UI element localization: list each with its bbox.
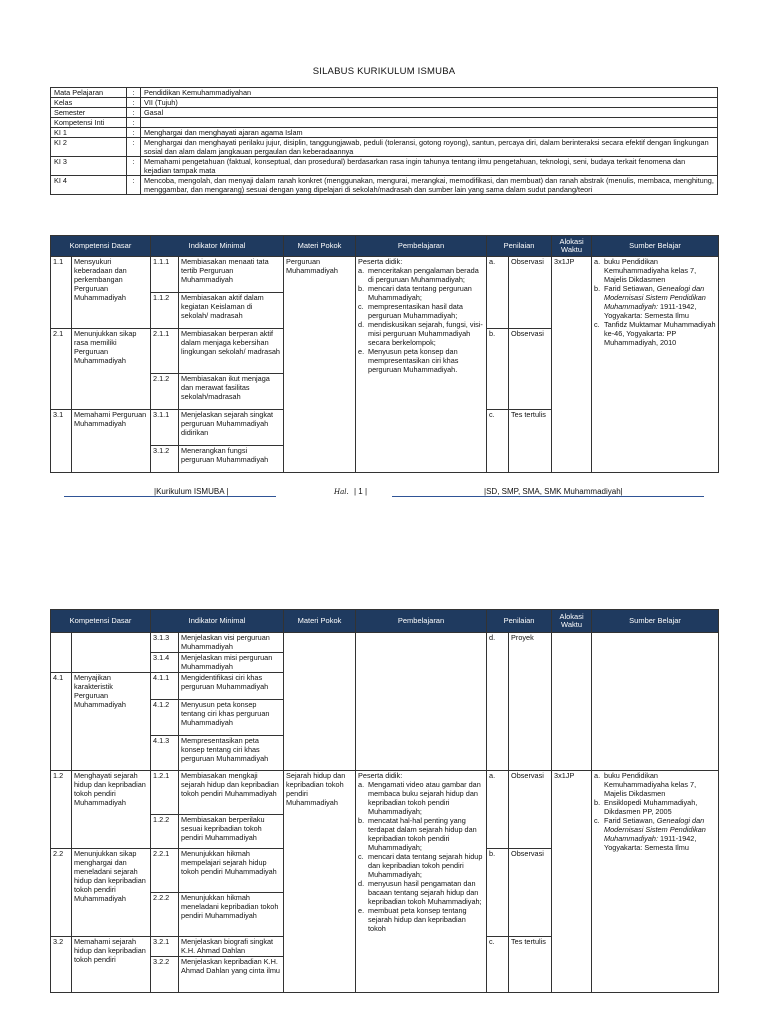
alokasi-waktu: 3x1JP (552, 771, 592, 993)
header-pembelajaran: Pembelajaran (356, 236, 487, 257)
materi-pokok: Sejarah hidup dan kepribadian tokoh pendiri Muhammadiyah (284, 771, 356, 993)
pembelajaran-text (368, 284, 484, 302)
info-row (51, 118, 718, 128)
pembelajaran-letter: b. (358, 816, 365, 825)
sumber-text-italic: Genealogi dan Modernisasi Sistem Pendidikan Muhammadiyah: (604, 284, 706, 311)
sumber-belajar (592, 771, 719, 993)
info-label: KI 3 (51, 157, 127, 176)
kd-code: 1.2 (51, 771, 72, 849)
info-row (51, 128, 718, 138)
ind-code: 3.2.2 (151, 957, 179, 993)
pembelajaran-text-main: membuat peta konsep tentang sejarah hidup dan kepribadian tokoh (368, 906, 467, 933)
kd-text: Mensyukuri keberadaan dan perkembangan Perguruan Muhammadiyah (72, 257, 151, 329)
pembelajaran-item (358, 879, 484, 906)
pembelajaran-item (358, 302, 484, 320)
ind-code: 4.1.2 (151, 700, 179, 736)
pembelajaran-letter: a. (358, 780, 365, 789)
pembelajaran-text (368, 320, 484, 347)
penilaian-letter: b. (487, 849, 509, 937)
pembelajaran-letter: e. (358, 347, 365, 356)
table-header-row (51, 610, 719, 633)
sumber-text (604, 284, 716, 320)
sumber-item (594, 257, 716, 284)
pembelajaran-text (368, 852, 484, 879)
sumber-text-main: Ensiklopedi Muhammadiyah, Dikdasmen PP, 2005 (604, 798, 698, 816)
penilaian-letter: c. (487, 410, 509, 473)
pembelajaran-item (358, 852, 484, 879)
info-table (50, 87, 718, 195)
penilaian-text: Observasi (509, 257, 552, 329)
info-row (51, 157, 718, 176)
pembelajaran-text-main: mencari data tentang perguruan Muhammadiyah; (368, 284, 472, 302)
ind-text: Menjelaskan sejarah singkat perguruan Muhammadiyah didirikan (179, 410, 284, 446)
syllabus-table-1 (50, 235, 719, 473)
kd-text: Menunjukkan sikap rasa memiliki Perguruan Muhammadiyah (72, 329, 151, 410)
sumber-text-main: buku Pendidikan Kemuhammadiyaha kelas 7, Majelis Dikdasmen (604, 771, 697, 798)
header-materi-pokok: Materi Pokok (284, 610, 356, 633)
sumber-text (604, 320, 716, 347)
header-penilaian: Penilaian (487, 236, 552, 257)
pembelajaran-item (358, 320, 484, 347)
pembelajaran-text-main: menceritakan pengalaman berada di perguruan Muhammadiyah; (368, 266, 479, 284)
header-alokasi-waktu: Alokasi Waktu (552, 236, 592, 257)
info-label: Mata Pelajaran (51, 88, 127, 98)
pembelajaran-item (358, 906, 484, 933)
syllabus-table-2 (50, 609, 719, 993)
info-value: Mencoba, mengolah, dan menyaji dalam ranah konkret (menggunakan, mengurai, merangkai, memodifikasi, dan membuat) dan ranah abstrak (menulis, membaca, menghitung, menggambar, dan mengarang) sesuai dengan yang dipelajari di sekolah/madrasah dan sumber lain yang sama dalam sudut pandang/teori (141, 176, 718, 195)
pembelajaran-text (368, 906, 484, 933)
info-label: Semester (51, 108, 127, 118)
penilaian-text: Observasi (509, 849, 552, 937)
footer-rule-left (64, 496, 276, 497)
pembelajaran-text (368, 347, 484, 374)
table-header-row (51, 236, 719, 257)
sumber-text (604, 816, 716, 852)
sumber-text-italic: Genealogi dan Modernisasi Sistem Pendidikan Muhammadiyah: (604, 816, 706, 843)
kd-text: Menyajikan karakteristik Perguruan Muhammadiyah (72, 673, 151, 771)
ind-code: 1.2.1 (151, 771, 179, 815)
info-label: KI 4 (51, 176, 127, 195)
sumber-text-main: Farid Setiawan, (604, 284, 655, 293)
pembelajaran-letter: d. (358, 879, 365, 888)
ind-code: 3.1.4 (151, 653, 179, 673)
pembelajaran-text-main: Menyusun peta konsep dan mempresentasikan ciri khas perguruan Muhammadiyah. (368, 347, 459, 374)
pembelajaran (356, 633, 487, 771)
pembelajaran (356, 771, 487, 993)
header-sumber-belajar: Sumber Belajar (592, 610, 719, 633)
sumber-letter: a. (594, 771, 601, 780)
kd-text: Memahami sejarah hidup dan kepribadian tokoh pendiri (72, 937, 151, 993)
sumber-text-main: buku Pendidikan Kemuhammadiyaha kelas 7, Majelis Dikdasmen (604, 257, 697, 284)
sumber-text (604, 798, 716, 816)
header-kompetensi-dasar: Kompetensi Dasar (51, 610, 151, 633)
sumber-letter: b. (594, 284, 601, 293)
kd-code: 4.1 (51, 673, 72, 771)
penilaian-letter: b. (487, 329, 509, 410)
info-row (51, 176, 718, 195)
ind-text: Menunjukkan hikmah mempelajari sejarah hidup tokoh pendiri Muhammadiyah (179, 849, 284, 893)
info-sep: : (127, 138, 141, 157)
kd-code: 2.2 (51, 849, 72, 937)
footer-page-number: | 1 | (354, 487, 368, 496)
pembelajaran-text (368, 266, 484, 284)
pembelajaran-text-main: mempresentasikan hasil data perguruan Muhammadiyah; (368, 302, 463, 320)
sumber-letter: c. (594, 320, 600, 329)
pembelajaran-item (358, 780, 484, 816)
penilaian-text: Proyek (509, 633, 552, 771)
sumber-letter: b. (594, 798, 601, 807)
header-pembelajaran: Pembelajaran (356, 610, 487, 633)
ind-text: Membiasakan berperilaku sesuai kepribadian tokoh pendiri Muhammadiyah (179, 815, 284, 849)
info-value: Memahami pengetahuan (faktual, konseptual, dan prosedural) berdasarkan rasa ingin tahunya tentang ilmu pengetahuan, teknologi, seni, budaya terkait fenomena dan kejadian tampak mata (141, 157, 718, 176)
kd-code (51, 633, 72, 673)
info-value: Pendidikan Kemuhammadiyahan (141, 88, 718, 98)
info-value: Menghargai dan menghayati ajaran agama Islam (141, 128, 718, 138)
info-row (51, 138, 718, 157)
kd-code: 2.1 (51, 329, 72, 410)
info-value: Gasal (141, 108, 718, 118)
pembelajaran-intro: Peserta didik: (358, 771, 403, 780)
kd-text: Memahami Perguruan Muhammadiyah (72, 410, 151, 473)
alokasi-waktu: 3x1JP (552, 257, 592, 473)
info-value: Menghargai dan menghayati perilaku jujur, disiplin, tanggungjawab, peduli (toleransi, gotong royong), santun, percaya diri, dalam berinteraksi secara efektif dengan lingkungan sosial dan alam dalam jangkauan pergaulan dan keberadaannya (141, 138, 718, 157)
kd-text (72, 633, 151, 673)
info-row (51, 98, 718, 108)
header-materi-pokok: Materi Pokok (284, 236, 356, 257)
kd-text: Menunjukkan sikap menghargai dan meneladani sejarah hidup dan kepribadian tokoh pendiri Muhammadiyah (72, 849, 151, 937)
pembelajaran-letter: e. (358, 906, 365, 915)
sumber-text-rest: 1911-1942, Yogyakarta: Semesta Ilmu (604, 834, 697, 852)
sumber-item (594, 798, 716, 816)
info-label: Kompetensi Inti (51, 118, 127, 128)
kd-code: 1.1 (51, 257, 72, 329)
ind-code: 3.1.1 (151, 410, 179, 446)
materi-pokok (284, 633, 356, 771)
pembelajaran-text-main: Mengamati video atau gambar dan membaca buku sejarah hidup dan kepribadian tokoh pendiri Muhammadiyah; (368, 780, 481, 816)
penilaian-text: Observasi (509, 771, 552, 849)
pembelajaran-text-main: mencari data tentang sejarah hidup dan kepribadian tokoh pendiri Muhammadiyah; (368, 852, 483, 879)
sumber-item (594, 771, 716, 798)
table-row (51, 257, 719, 293)
info-sep: : (127, 118, 141, 128)
pembelajaran-text-main: mencatat hal-hal penting yang terdapat dalam sejarah hidup dan kepribadian tokoh pendiri Muhammadiyah; (368, 816, 477, 852)
info-sep: : (127, 128, 141, 138)
penilaian-text: Tes tertulis (509, 937, 552, 993)
ind-code: 4.1.3 (151, 736, 179, 771)
info-label: KI 2 (51, 138, 127, 157)
pembelajaran-item (358, 347, 484, 374)
ind-code: 3.1.2 (151, 446, 179, 473)
table-row (51, 633, 719, 653)
penilaian-letter: a. (487, 257, 509, 329)
penilaian-letter: c. (487, 937, 509, 993)
sumber-text (604, 257, 716, 284)
ind-code: 3.1.3 (151, 633, 179, 653)
sumber-text-main: Farid Setiawan, (604, 816, 655, 825)
pembelajaran-item (358, 284, 484, 302)
ind-code: 2.2.1 (151, 849, 179, 893)
pembelajaran-text-main: mendiskusikan sejarah, fungsi, visi-misi perguruan Muhammadiyah secara berkelompok; (368, 320, 483, 347)
header-sumber-belajar: Sumber Belajar (592, 236, 719, 257)
ind-code: 2.1.2 (151, 374, 179, 410)
pembelajaran-letter: b. (358, 284, 365, 293)
info-row (51, 88, 718, 98)
info-label: KI 1 (51, 128, 127, 138)
ind-code: 3.2.1 (151, 937, 179, 957)
kd-code: 3.1 (51, 410, 72, 473)
ind-text: Menjelaskan misi perguruan Muhammadiyah (179, 653, 284, 673)
header-indikator-minimal: Indikator Minimal (151, 236, 284, 257)
info-sep: : (127, 88, 141, 98)
footer-page-prefix: Hal. (334, 488, 349, 496)
pembelajaran-letter: d. (358, 320, 365, 329)
penilaian-text: Tes tertulis (509, 410, 552, 473)
page-footer (64, 483, 704, 503)
header-alokasi-waktu: Alokasi Waktu (552, 610, 592, 633)
info-sep: : (127, 98, 141, 108)
pembelajaran-letter: c. (358, 302, 364, 311)
sumber-item (594, 816, 716, 852)
ind-code: 1.2.2 (151, 815, 179, 849)
pembelajaran (356, 257, 487, 473)
ind-text: Mengidentifikasi ciri khas perguruan Muhammadiyah (179, 673, 284, 700)
pembelajaran-item (358, 266, 484, 284)
table-row (51, 771, 719, 815)
sumber-item (594, 320, 716, 347)
alokasi-waktu (552, 633, 592, 771)
penilaian-letter: a. (487, 771, 509, 849)
pembelajaran-letter: c. (358, 852, 364, 861)
info-label: Kelas (51, 98, 127, 108)
pembelajaran-text (368, 302, 484, 320)
ind-text: Menerangkan fungsi perguruan Muhammadiyah (179, 446, 284, 473)
info-sep: : (127, 176, 141, 195)
header-indikator-minimal: Indikator Minimal (151, 610, 284, 633)
pembelajaran-item (358, 816, 484, 852)
ind-text: Membiasakan mengkaji sejarah hidup dan kepribadian tokoh pendiri Muhammadiyah (179, 771, 284, 815)
footer-left-text: |Kurikulum ISMUBA | (154, 487, 229, 496)
page-title: SILABUS KURIKULUM ISMUBA (312, 66, 456, 77)
ind-text: Membiasakan menaati tata tertib Perguruan Muhammadiyah (179, 257, 284, 293)
penilaian-text: Observasi (509, 329, 552, 410)
sumber-text-main: Tanfidz Muktamar Muhammadiyah ke-46, Yogyakarta: PP Muhammadiyah, 2010 (604, 320, 716, 347)
sumber-letter: c. (594, 816, 600, 825)
ind-code: 2.1.1 (151, 329, 179, 374)
materi-pokok: Perguruan Muhammadiyah (284, 257, 356, 473)
pembelajaran-text (368, 879, 484, 906)
ind-code: 4.1.1 (151, 673, 179, 700)
ind-text: Membiasakan aktif dalam kegiatan Keislaman di sekolah/ madrasah (179, 293, 284, 329)
sumber-letter: a. (594, 257, 601, 266)
pembelajaran-text-main: menyusun hasil pengamatan dan bacaan tentang sejarah hidup dan kepribadian tokoh Muhammadiyah; (368, 879, 482, 906)
ind-text: Menyusun peta konsep tentang ciri khas perguruan Muhammadiyah (179, 700, 284, 736)
pembelajaran-text (368, 816, 484, 852)
pembelajaran-intro: Peserta didik: (358, 257, 403, 266)
sumber-text-rest: 1911-1942, Yogyakarta: Semesta Ilmu (604, 302, 697, 320)
penilaian-letter: d. (487, 633, 509, 771)
ind-code: 2.2.2 (151, 893, 179, 937)
footer-rule-right (392, 496, 704, 497)
sumber-belajar (592, 633, 719, 771)
kd-code: 3.2 (51, 937, 72, 993)
info-value (141, 118, 718, 128)
header-kompetensi-dasar: Kompetensi Dasar (51, 236, 151, 257)
ind-code: 1.1.1 (151, 257, 179, 293)
ind-text: Menjelaskan biografi singkat K.H. Ahmad Dahlan (179, 937, 284, 957)
info-row (51, 108, 718, 118)
header-penilaian: Penilaian (487, 610, 552, 633)
ind-text: Menjelaskan kepribadian K.H. Ahmad Dahlan yang cinta ilmu (179, 957, 284, 993)
sumber-text (604, 771, 716, 798)
pembelajaran-letter: a. (358, 266, 365, 275)
pembelajaran-text (368, 780, 484, 816)
footer-right-text: |SD, SMP, SMA, SMK Muhammadiyah| (484, 487, 623, 496)
ind-text: Membiasakan ikut menjaga dan merawat fasilitas sekolah/madrasah (179, 374, 284, 410)
ind-text: Mempresentasikan peta konsep tentang ciri khas perguruan Muhammadiyah (179, 736, 284, 771)
ind-text: Menunjukkan hikmah meneladani kepribadian tokoh pendiri Muhammadiyah (179, 893, 284, 937)
info-value: VII (Tujuh) (141, 98, 718, 108)
info-sep: : (127, 108, 141, 118)
info-sep: : (127, 157, 141, 176)
kd-text: Menghayati sejarah hidup dan kepribadian tokoh pendiri Muhammadiyah (72, 771, 151, 849)
ind-text: Menjelaskan visi perguruan Muhammadiyah (179, 633, 284, 653)
sumber-item (594, 284, 716, 320)
sumber-belajar (592, 257, 719, 473)
ind-text: Membiasakan berperan aktif dalam menjaga kebersihan lingkungan sekolah/ madrasah (179, 329, 284, 374)
ind-code: 1.1.2 (151, 293, 179, 329)
